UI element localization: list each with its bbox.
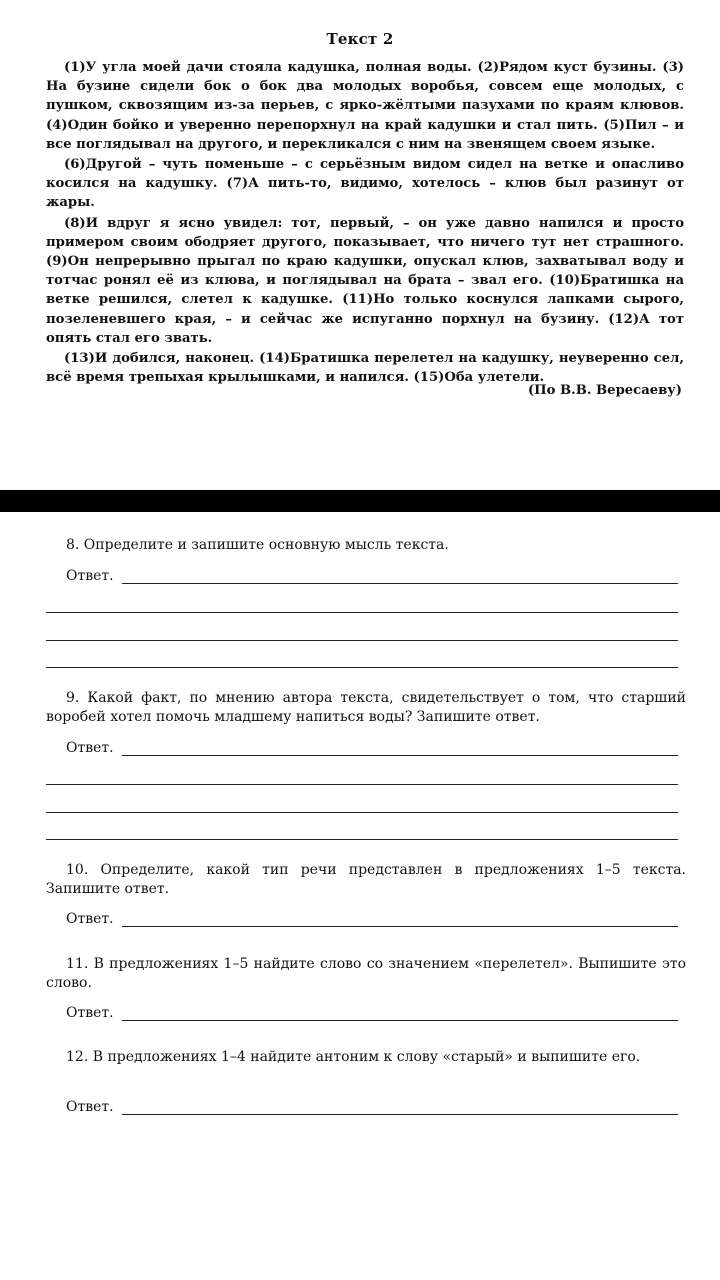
text-title: Текст 2 — [326, 30, 394, 48]
question-8-text: 8. Определите и запишите основную мысль текста. — [66, 537, 449, 553]
question-10 — [46, 861, 686, 899]
answer-10-label: Ответ. — [66, 911, 114, 927]
answer-10-line[interactable] — [122, 926, 678, 927]
answer-8-label: Ответ. — [66, 568, 114, 584]
answer-12-line[interactable] — [122, 1114, 678, 1115]
answer-8-line-2[interactable] — [46, 612, 678, 613]
text-body — [46, 58, 684, 388]
answer-9-line-3[interactable] — [46, 812, 678, 813]
answer-9-row[interactable] — [66, 740, 678, 760]
answer-12-label: Ответ. — [66, 1099, 114, 1115]
answer-10-row[interactable] — [66, 911, 678, 931]
answer-8-line-3[interactable] — [46, 640, 678, 641]
answer-12-row[interactable] — [66, 1099, 678, 1119]
text-paragraph-1: (1)У угла моей дачи стояла кадушка, полная воды. (2)Рядом куст бузины. (3) На бузине сидели бок о бок два молодых воробья, совсем еще молодых, с пушком, сквозящим из-за перьев, с ярко-жёлтыми пазухами по краям клювов. (4)Один бойко и уверенно перепорхнул на край кадушки и стал пить. (5)Пил – и все поглядывал на другого, и перекликался с ним на звенящем своем языке. — [46, 60, 684, 152]
question-9 — [46, 689, 686, 727]
answer-9-label: Ответ. — [66, 740, 114, 756]
question-12-text: 12. В предложениях 1–4 найдите антоним к слову «старый» и выпишите его. — [66, 1049, 641, 1065]
question-11 — [46, 955, 686, 993]
answer-9-line-2[interactable] — [46, 784, 678, 785]
answer-9-line-4[interactable] — [46, 839, 678, 840]
question-9-text: 9. Какой факт, по мнению автора текста, свидетельствует о том, что старший воробей хотел помочь младшему напиться воды? Запишите ответ. — [46, 690, 686, 725]
page-divider — [0, 490, 720, 512]
question-12 — [46, 1048, 686, 1067]
answer-11-label: Ответ. — [66, 1005, 114, 1021]
answer-8-line-4[interactable] — [46, 667, 678, 668]
reading-text-page — [0, 0, 720, 490]
question-8 — [46, 536, 686, 555]
text-paragraph-3: (8)И вдруг я ясно увидел: тот, первый, – он уже давно напился и просто примером своим ободряет другого, показывает, что ничего тут нет страшного. (9)Он непрерывно прыгал по краю кадушки, опускал клюв, захватывал воду и тотчас ронял её из клюва, и поглядывал на брата – звал его. (10)Братишка на ветке решился, слетел к кадушке. (11)Но только коснулся лапками сырого, позеленевшего края, – и сейчас же испуганно порхнул на бузину. (12)А тот опять стал его звать. — [46, 215, 684, 346]
text-paragraph-2: (6)Другой – чуть поменьше – с серьёзным видом сидел на ветке и опасливо косился на кадушку. (7)А пить-то, видимо, хотелось – клюв был разинут от жары. — [46, 157, 684, 211]
text-paragraph-4: (13)И добился, наконец. (14)Братишка перелетел на кадушку, неуверенно сел, всё время трепыхая крылышками, и напился. (15)Оба улетели. — [46, 351, 684, 386]
answer-11-row[interactable] — [66, 1005, 678, 1025]
answer-9-line[interactable] — [122, 755, 678, 756]
question-10-text: 10. Определите, какой тип речи представлен в предложениях 1–5 текста. Запишите ответ. — [46, 862, 686, 897]
question-11-text: 11. В предложениях 1–5 найдите слово со значением «перелетел». Выпишите это слово. — [46, 956, 686, 991]
answer-8-line[interactable] — [122, 583, 678, 584]
text-source: (По В.В. Вересаеву) — [527, 383, 682, 398]
answer-8-row[interactable] — [66, 568, 678, 588]
answer-11-line[interactable] — [122, 1020, 678, 1021]
